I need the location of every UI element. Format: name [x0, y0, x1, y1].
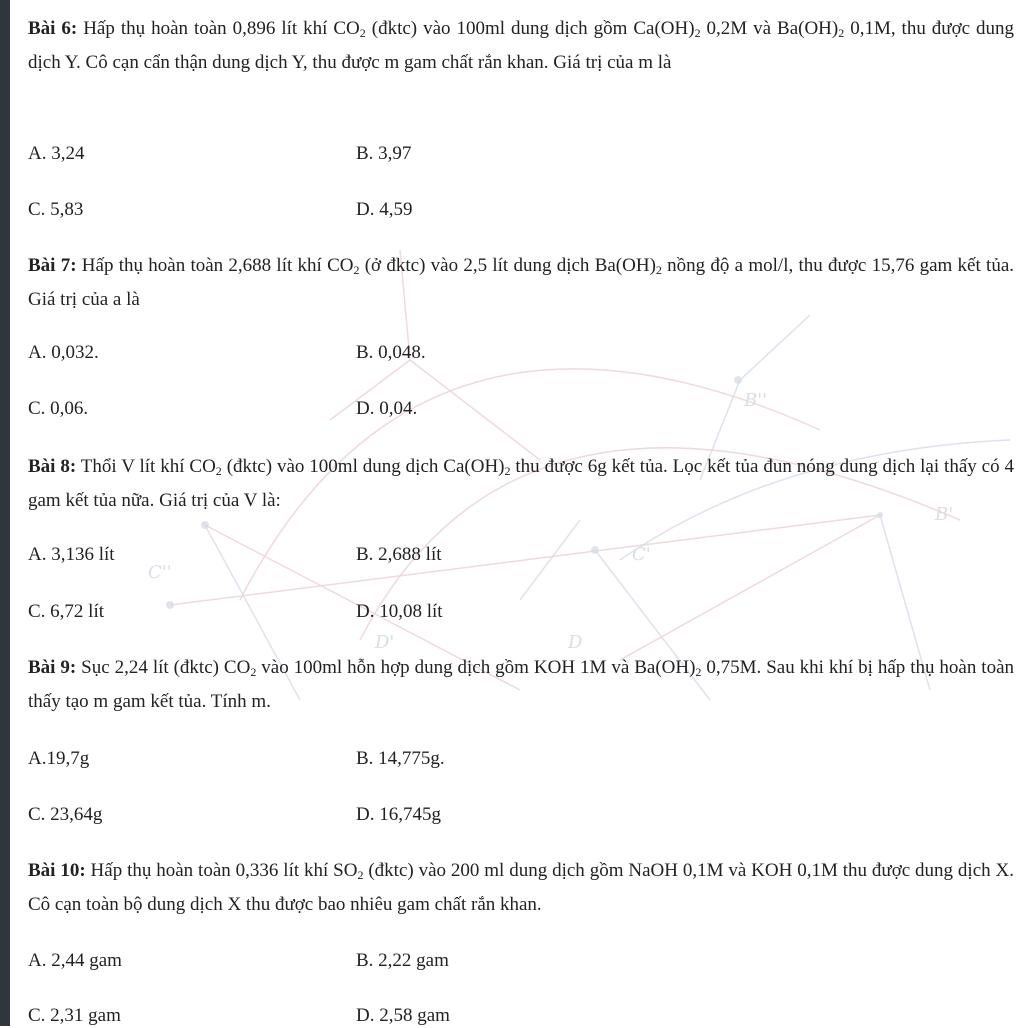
option-b: B. 3,97 [356, 143, 412, 164]
watermark-label: C'' [148, 562, 172, 583]
problem-label: Bài 7: [28, 255, 77, 276]
statement-text: 0,1M, thu được dung dịch Y. Cô cạn cẩn thận dung dịch Y, thu được m gam chất rắn khan. Giá trị của m là [28, 18, 1015, 73]
statement-text: Thổi V lít khí CO [76, 456, 216, 477]
option-b: B. 0,048. [356, 342, 426, 363]
subscript: 2 [357, 868, 364, 882]
statement-text: (đktc) vào 100ml dung dịch Ca(OH) [221, 456, 505, 477]
statement-text: thu được 6g kết tủa. Lọc kết tủa đun nóng dung dịch lại thấy có 4 gam kết tủa nữa. Giá trị của V là: [28, 456, 1014, 511]
watermark-label: D' [375, 632, 395, 653]
statement-text: Hấp thụ hoàn toàn 0,896 lít khí CO [77, 18, 360, 39]
option-d: D. 2,58 gam [356, 1005, 450, 1026]
problem-9 [28, 651, 1015, 825]
subscript: 2 [215, 464, 222, 478]
problem-label: Bài 9: [28, 657, 77, 678]
statement-text: Hấp thụ hoàn toàn 0,336 lít khí SO [85, 860, 358, 881]
problem-6 [28, 12, 1015, 220]
statement-text: Hấp thụ hoàn toàn 2,688 lít khí CO [76, 255, 354, 276]
statement-text: (đktc) vào 100ml dung dịch gồm Ca(OH) [365, 18, 695, 39]
subscript: 2 [504, 464, 511, 478]
subscript: 2 [353, 263, 360, 277]
problem-7 [28, 249, 1014, 419]
option-b: B. 14,775g. [356, 748, 445, 769]
option-b: B. 2,22 gam [356, 950, 449, 971]
statement-text: (đktc) vào 200 ml dung dịch gồm NaOH 0,1M và KOH 0,1M thu được dung dịch X. Cô cạn toàn bộ dung dịch X thu được bao nhiêu gam chất rắn khan. [28, 860, 1014, 915]
problem-label: Bài 10: [28, 860, 86, 881]
problem-statement [28, 854, 1014, 922]
option-d: D. 4,59 [356, 199, 413, 220]
subscript: 2 [655, 263, 662, 277]
watermark-label: C' [632, 544, 651, 565]
subscript: 2 [695, 665, 702, 679]
left-margin-bar [0, 0, 10, 1026]
problem-10 [28, 854, 1014, 1026]
option-c: C. 0,06. [28, 398, 89, 419]
statement-text: Sục 2,24 lít (đktc) CO [76, 657, 251, 678]
problem-label: Bài 8: [28, 456, 77, 477]
subscript: 2 [694, 26, 701, 40]
problem-8 [28, 450, 1014, 622]
option-c: C. 5,83 [28, 199, 84, 220]
problem-statement [28, 12, 1014, 80]
option-a: A.19,7g [28, 748, 90, 769]
subscript: 2 [838, 26, 845, 40]
option-c: C. 2,31 gam [28, 1005, 121, 1026]
watermark-label: B'' [744, 390, 768, 411]
option-d: D. 16,745g [356, 804, 441, 825]
subscript: 2 [359, 26, 366, 40]
statement-text: (ở đktc) vào 2,5 lít dung dịch Ba(OH) [359, 255, 656, 276]
problem-statement [28, 651, 1014, 719]
statement-text: 0,2M và Ba(OH) [700, 18, 839, 39]
problem-statement [28, 249, 1014, 317]
statement-text: nồng độ a mol/l, thu được 15,76 gam kết tủa. Giá trị của a là [28, 255, 1014, 310]
watermark-label: B' [935, 504, 954, 525]
option-b: B. 2,688 lít [356, 544, 442, 565]
option-a: A. 3,24 [28, 143, 85, 164]
option-c: C. 23,64g [28, 804, 103, 825]
subscript: 2 [250, 665, 257, 679]
statement-text: vào 100ml hỗn hợp dung dịch gồm KOH 1M và Ba(OH) [256, 657, 696, 678]
option-d: D. 10,08 lít [356, 601, 443, 622]
option-c: C. 6,72 lít [28, 601, 105, 622]
option-a: A. 3,136 lít [28, 544, 115, 565]
problem-statement [28, 450, 1014, 518]
watermark-label: D [568, 632, 583, 653]
option-a: A. 0,032. [28, 342, 99, 363]
problem-label: Bài 6: [28, 18, 78, 39]
statement-text: 0,75M. Sau khi khí bị hấp thụ hoàn toàn thấy tạo m gam kết tủa. Tính m. [28, 657, 1015, 712]
option-a: A. 2,44 gam [28, 950, 122, 971]
option-d: D. 0,04. [356, 398, 418, 419]
